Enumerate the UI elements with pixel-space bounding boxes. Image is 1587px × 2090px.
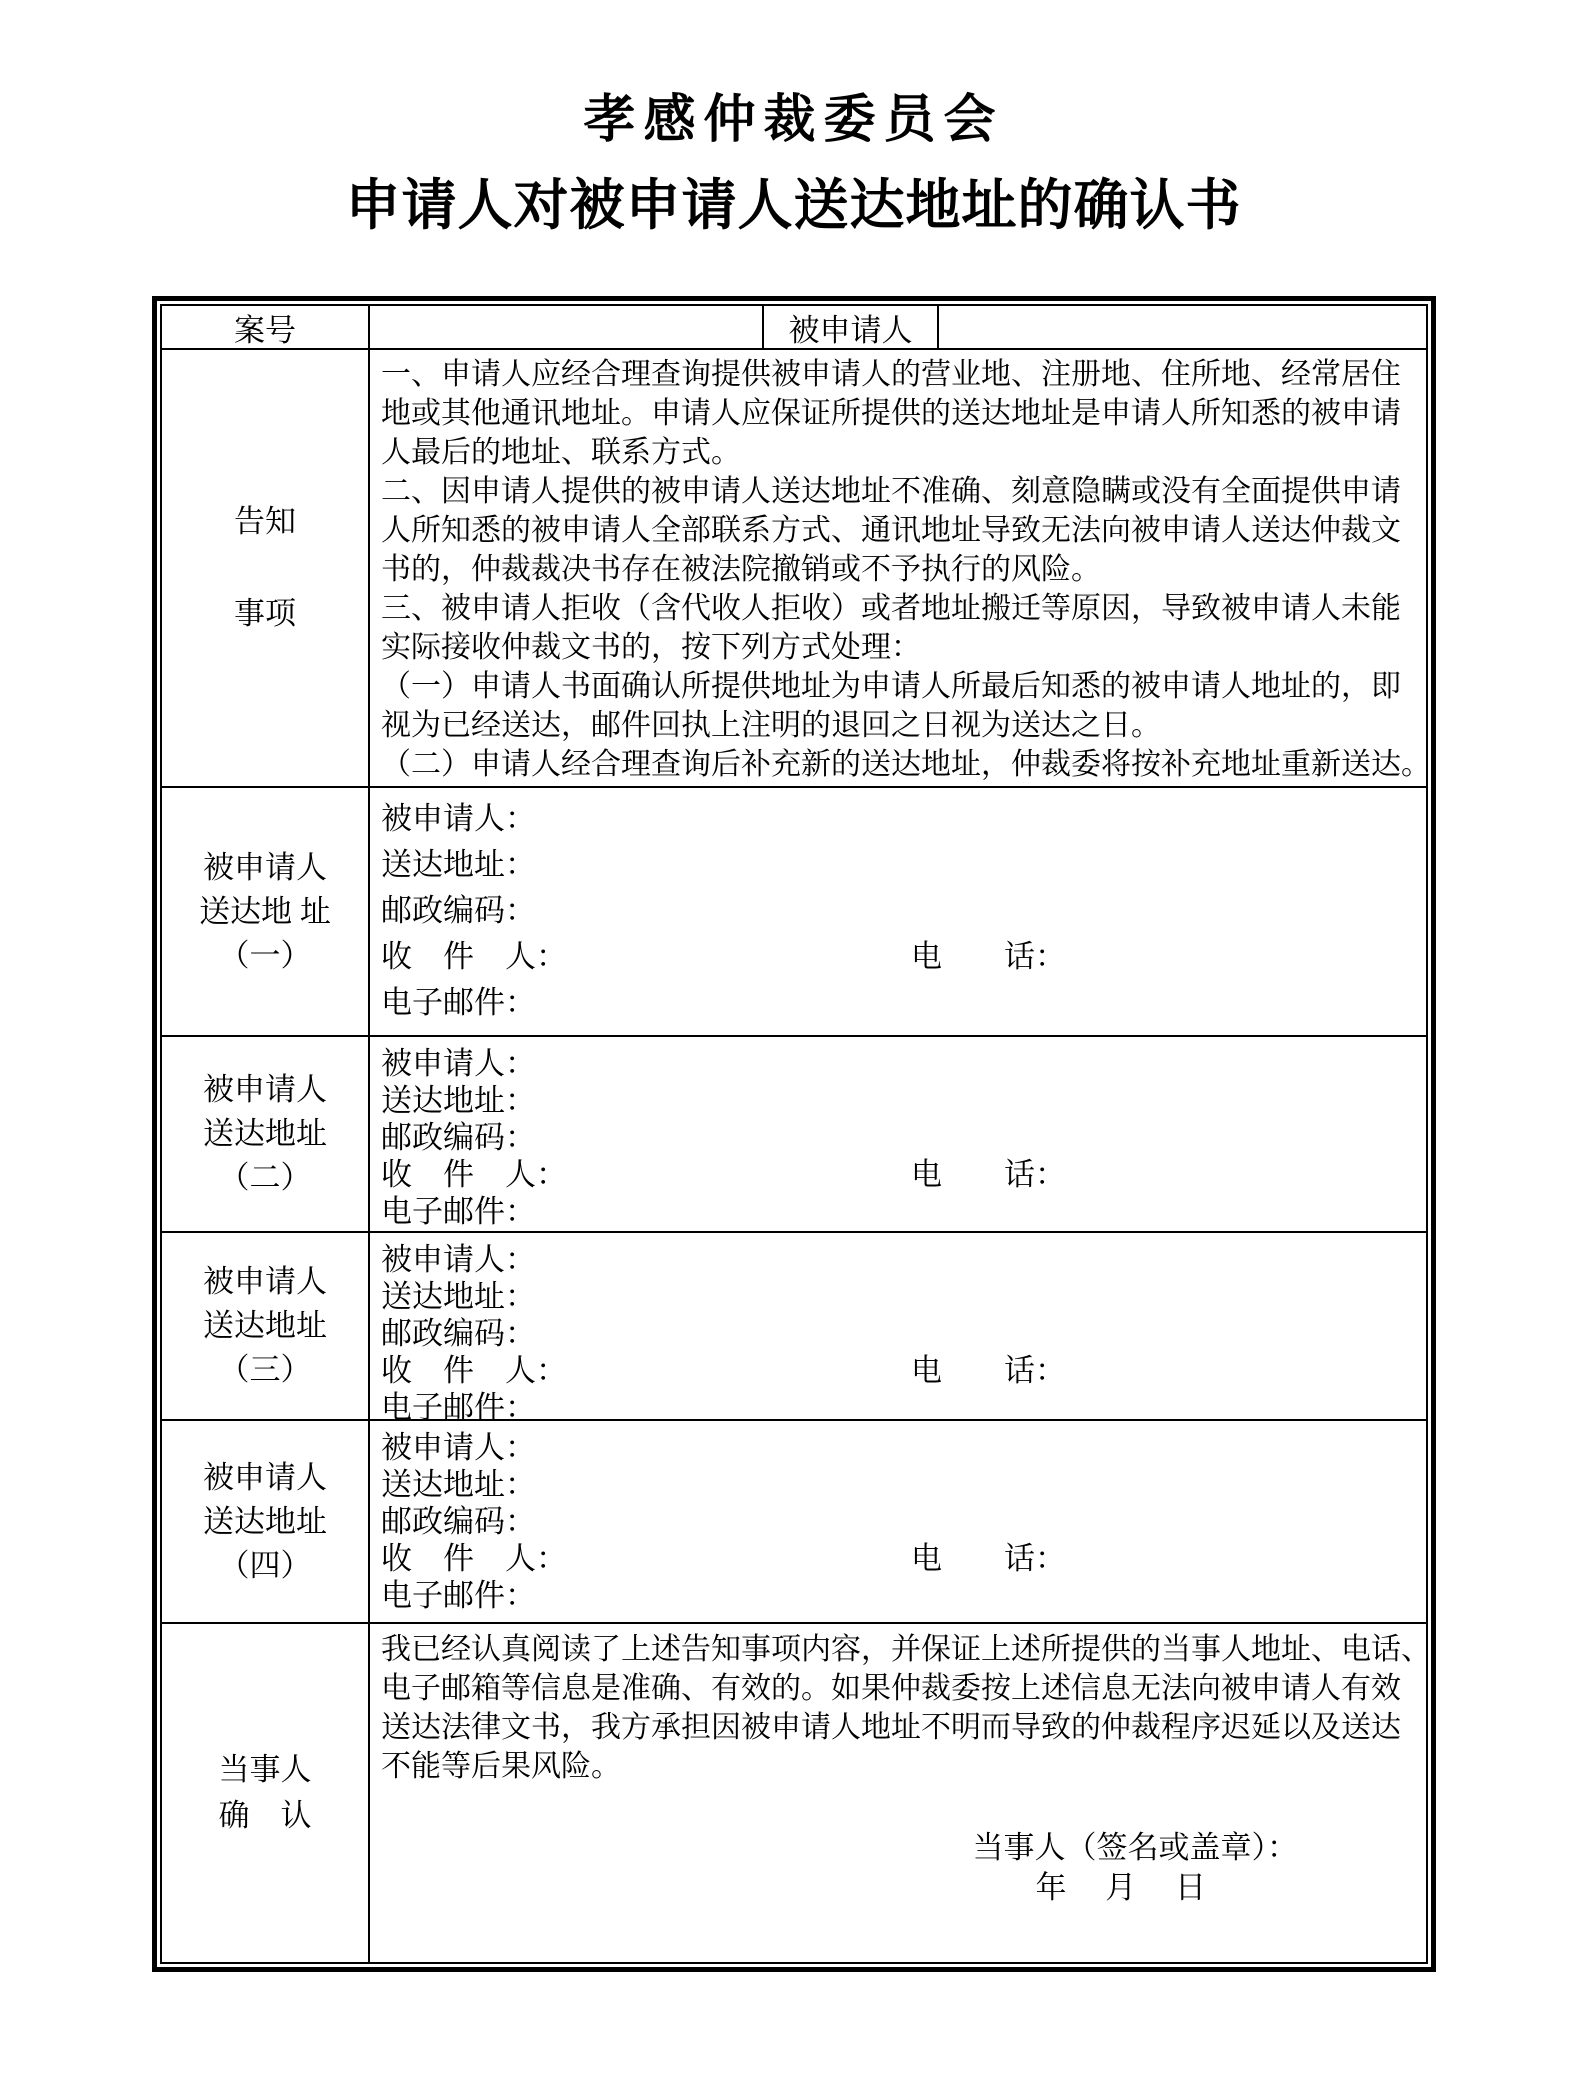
recipient-field-label: 收 件 人： bbox=[381, 939, 567, 974]
address-block-3-label bbox=[162, 1233, 370, 1419]
address-block-2-fields bbox=[370, 1037, 1426, 1231]
address-block-3-fields bbox=[370, 1233, 1426, 1425]
recipient-field-label: 收 件 人： bbox=[381, 1541, 567, 1576]
respondent-field-label: 被申请人： bbox=[381, 1242, 536, 1277]
email-field-label: 电子邮件： bbox=[381, 1390, 536, 1425]
postcode-input-area[interactable] bbox=[536, 1315, 1420, 1352]
respondent-name-value[interactable] bbox=[939, 306, 1426, 348]
phone-input-area[interactable] bbox=[1081, 1156, 1420, 1193]
confirm-label-line: 当事人 bbox=[218, 1752, 312, 1787]
phone-input-area[interactable] bbox=[1081, 1540, 1420, 1577]
phone-field-label: 电 话： bbox=[911, 939, 1066, 974]
page-title-line2: 申请人对被申请人送达地址的确认书 bbox=[345, 174, 1242, 237]
postcode-field-label: 邮政编码： bbox=[381, 1504, 536, 1539]
confirm-line: 电子邮箱等信息是准确、有效的。如果仲裁委按上述信息无法向被申请人有效 bbox=[381, 1672, 1401, 1705]
phone-field-label: 电 话： bbox=[911, 1541, 1066, 1576]
phone-field-label: 电 话： bbox=[911, 1157, 1066, 1192]
confirmation-label bbox=[162, 1624, 370, 1962]
confirmation-row bbox=[162, 1622, 1431, 1962]
postcode-field-label: 邮政编码： bbox=[381, 1120, 536, 1155]
address-field-label: 送达地址： bbox=[381, 847, 536, 882]
phone-input-area[interactable] bbox=[1081, 934, 1420, 980]
address-block-4 bbox=[162, 1419, 1426, 1622]
signature-line[interactable]: 当事人（签名或盖章）： bbox=[972, 1830, 1298, 1865]
block-label-line: （一） bbox=[218, 937, 312, 973]
recipient-field-label: 收 件 人： bbox=[381, 1353, 567, 1388]
postcode-input-area[interactable] bbox=[536, 1503, 1420, 1540]
confirm-line: 送达法律文书，我方承担因被申请人地址不明而导致的仲裁程序迟延以及送达 bbox=[381, 1711, 1401, 1744]
confirm-line: 我已经认真阅读了上述告知事项内容，并保证上述所提供的当事人地址、电话、 bbox=[381, 1633, 1431, 1666]
notice-label-line: 事项 bbox=[234, 596, 296, 631]
case-number-value[interactable] bbox=[370, 306, 764, 348]
notice-line: 人所知悉的被申请人全部联系方式、通讯地址导致无法向被申请人送达仲裁文 bbox=[381, 514, 1401, 547]
postcode-field-label: 邮政编码： bbox=[381, 1316, 536, 1351]
address-block-1-fields bbox=[370, 788, 1426, 1035]
block-label-line: 送达地址 bbox=[203, 1503, 327, 1539]
respondent-field-label: 被申请人： bbox=[381, 1046, 536, 1081]
phone-input-area[interactable] bbox=[1081, 1352, 1420, 1389]
block-label-line: （四） bbox=[218, 1547, 312, 1583]
email-input-area[interactable] bbox=[536, 980, 1420, 1026]
notice-label-line: 告知 bbox=[234, 504, 296, 539]
recipient-field-label: 收 件 人： bbox=[381, 1157, 567, 1192]
notice-line: 人最后的地址、联系方式。 bbox=[381, 436, 741, 469]
address-field-label: 送达地址： bbox=[381, 1083, 536, 1118]
respondent-field-label: 被申请人： bbox=[381, 801, 536, 836]
block-label-line: 送达地 址 bbox=[199, 893, 331, 929]
email-field-label: 电子邮件： bbox=[381, 1194, 536, 1229]
case-number-label: 案号 bbox=[162, 306, 370, 348]
address-block-1-label bbox=[162, 788, 370, 1035]
block-label-line: 被申请人 bbox=[203, 849, 327, 885]
notice-row bbox=[162, 348, 1431, 786]
respondent-input-area[interactable] bbox=[536, 1429, 1420, 1466]
address-field-label: 送达地址： bbox=[381, 1279, 536, 1314]
page-title-line1: 孝感仲裁委员会 bbox=[583, 91, 1004, 149]
postcode-field-label: 邮政编码： bbox=[381, 893, 536, 928]
date-line[interactable]: 年 月 日 bbox=[1035, 1870, 1206, 1905]
header-row bbox=[162, 306, 1426, 348]
email-input-area[interactable] bbox=[536, 1389, 1420, 1426]
respondent-name-label: 被申请人 bbox=[764, 306, 939, 348]
block-label-line: （二） bbox=[218, 1160, 312, 1195]
block-label-line: 被申请人 bbox=[203, 1264, 327, 1299]
address-input-area[interactable] bbox=[536, 842, 1420, 888]
block-label-line: 被申请人 bbox=[203, 1072, 327, 1107]
address-block-4-fields bbox=[370, 1421, 1426, 1622]
respondent-input-area[interactable] bbox=[536, 1045, 1420, 1082]
email-field-label: 电子邮件： bbox=[381, 985, 536, 1020]
notice-line: 书的，仲裁裁决书存在被法院撤销或不予执行的风险。 bbox=[381, 553, 1101, 586]
email-field-label: 电子邮件： bbox=[381, 1578, 536, 1613]
respondent-field-label: 被申请人： bbox=[381, 1430, 536, 1465]
notice-line: （一）申请人书面确认所提供地址为申请人所最后知悉的被申请人地址的，即 bbox=[381, 670, 1401, 703]
address-block-3 bbox=[162, 1231, 1426, 1425]
confirm-line: 不能等后果风险。 bbox=[381, 1750, 621, 1783]
notice-line: 二、因申请人提供的被申请人送达地址不准确、刻意隐瞒或没有全面提供申请 bbox=[381, 475, 1401, 508]
address-block-4-label bbox=[162, 1421, 370, 1622]
phone-field-label: 电 话： bbox=[911, 1353, 1066, 1388]
address-block-2 bbox=[162, 1035, 1426, 1231]
block-label-line: 送达地址 bbox=[203, 1116, 327, 1151]
postcode-input-area[interactable] bbox=[536, 888, 1420, 934]
address-input-area[interactable] bbox=[536, 1278, 1420, 1315]
notice-line: 视为已经送达，邮件回执上注明的退回之日视为送达之日。 bbox=[381, 709, 1161, 742]
notice-line: （二）申请人经合理查询后补充新的送达地址，仲裁委将按补充地址重新送达。 bbox=[381, 748, 1431, 781]
address-input-area[interactable] bbox=[536, 1082, 1420, 1119]
notice-line: 实际接收仲裁文书的，按下列方式处理： bbox=[381, 631, 921, 664]
form-table bbox=[152, 296, 1436, 1972]
confirm-label-line: 确 认 bbox=[218, 1798, 312, 1833]
block-label-line: 送达地址 bbox=[203, 1308, 327, 1343]
confirmation-text bbox=[370, 1624, 1431, 1962]
address-block-2-label bbox=[162, 1037, 370, 1231]
email-input-area[interactable] bbox=[536, 1577, 1420, 1614]
notice-line: 一、申请人应经合理查询提供被申请人的营业地、注册地、住所地、经常居住 bbox=[381, 358, 1401, 391]
block-label-line: （三） bbox=[218, 1352, 312, 1387]
block-label-line: 被申请人 bbox=[203, 1459, 327, 1495]
email-input-area[interactable] bbox=[536, 1193, 1420, 1230]
respondent-input-area[interactable] bbox=[536, 1241, 1420, 1278]
respondent-input-area[interactable] bbox=[536, 796, 1420, 842]
address-input-area[interactable] bbox=[536, 1466, 1420, 1503]
form-table-inner bbox=[160, 304, 1431, 1964]
notice-line: 三、被申请人拒收（含代收人拒收）或者地址搬迁等原因，导致被申请人未能 bbox=[381, 592, 1401, 625]
notice-line: 地或其他通讯地址。申请人应保证所提供的送达地址是申请人所知悉的被申请 bbox=[381, 397, 1401, 430]
postcode-input-area[interactable] bbox=[536, 1119, 1420, 1156]
notice-text bbox=[370, 350, 1431, 786]
address-block-1 bbox=[162, 786, 1426, 1035]
notice-label bbox=[162, 350, 370, 786]
address-field-label: 送达地址： bbox=[381, 1467, 536, 1502]
